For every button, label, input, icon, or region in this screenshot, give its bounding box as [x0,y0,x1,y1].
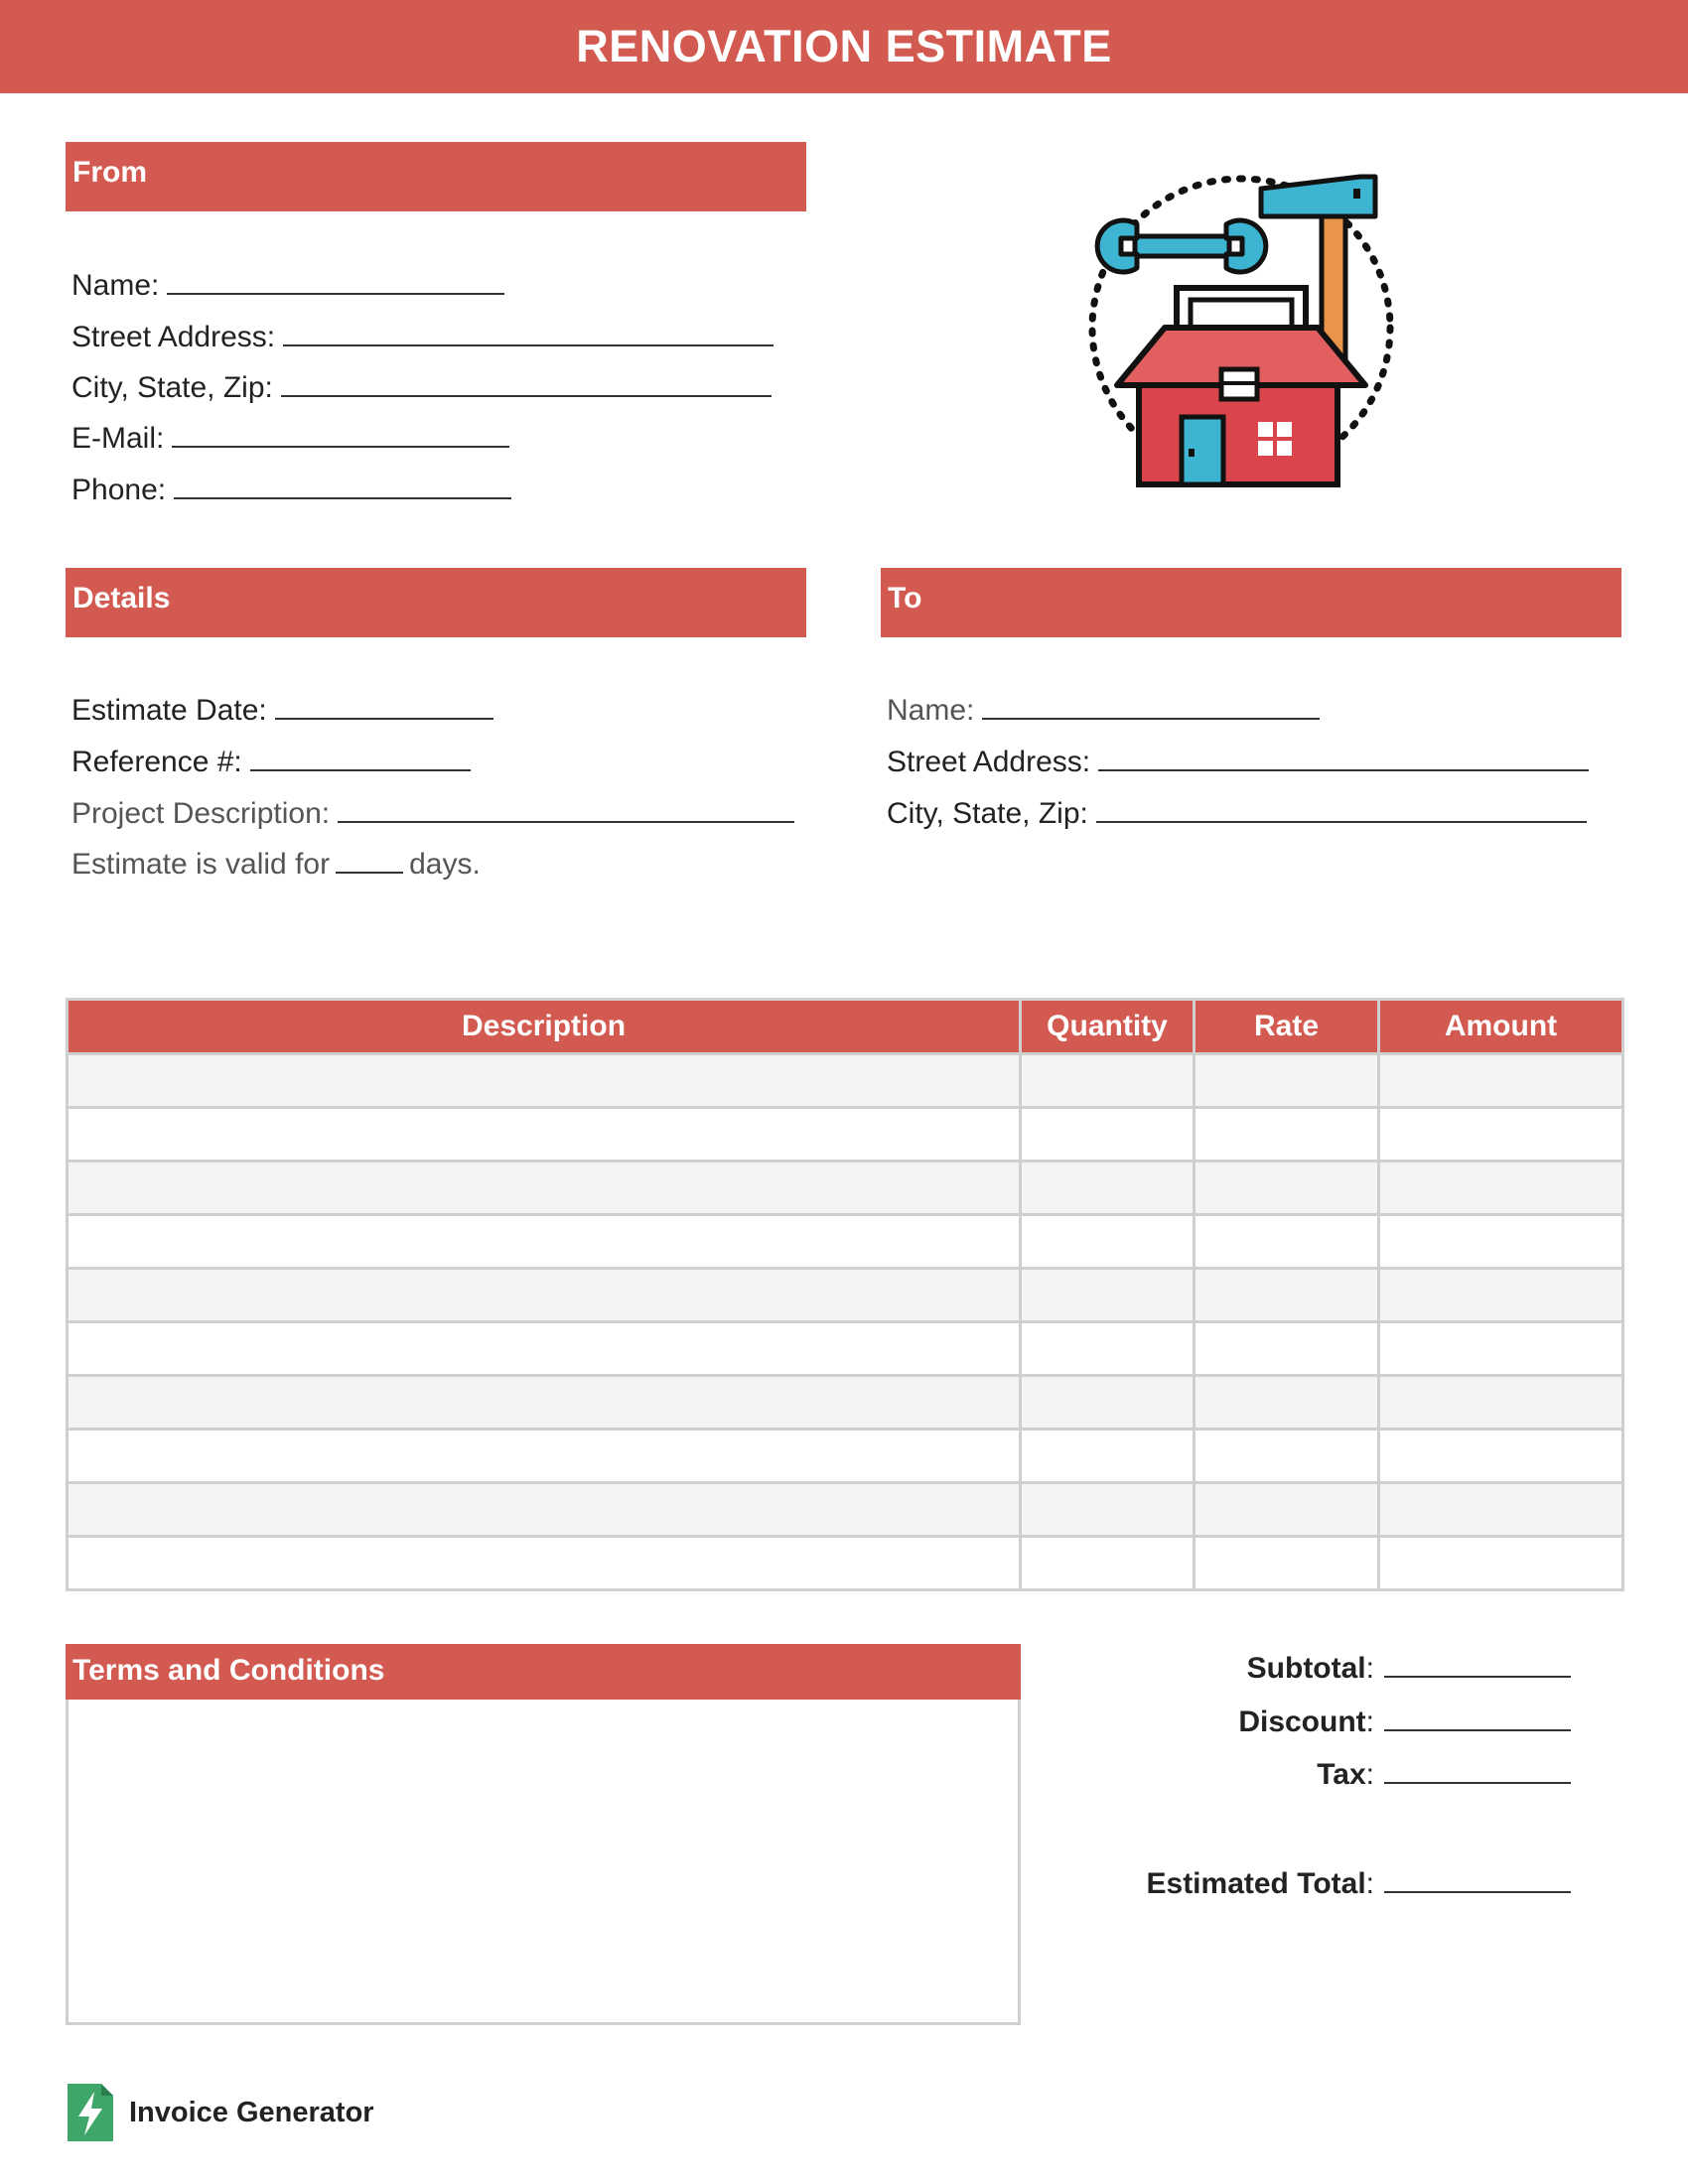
amount-cell[interactable] [1379,1430,1623,1483]
reference-field[interactable] [71,746,471,779]
description-cell[interactable] [68,1269,1021,1322]
from-street-label: Street Address: [71,321,276,353]
subtotal-colon: : [1365,1652,1374,1685]
terms-section-header: Terms and Conditions [66,1644,1021,1700]
amount-cell[interactable] [1379,1322,1623,1376]
rate-cell[interactable] [1195,1161,1379,1215]
table-row [68,1430,1623,1483]
table-row [68,1054,1623,1108]
table-row [68,1215,1623,1269]
table-row [68,1322,1623,1376]
rate-cell[interactable] [1195,1483,1379,1537]
reference-line [250,746,471,771]
quantity-cell[interactable] [1021,1269,1195,1322]
estimate-date-line [275,694,493,720]
lightning-document-icon [68,2083,113,2142]
from-name-field[interactable] [71,269,504,303]
discount-colon: : [1365,1706,1374,1738]
reference-label: Reference #: [71,746,242,778]
from-email-field[interactable] [71,422,509,456]
amount-cell[interactable] [1379,1483,1623,1537]
description-cell[interactable] [68,1483,1021,1537]
valid-days-suffix: days. [409,848,481,881]
from-section-header: From [66,142,806,211]
quantity-cell[interactable] [1021,1108,1195,1161]
from-phone-field[interactable] [71,474,511,507]
discount-field[interactable] [975,1706,1571,1739]
discount-line [1384,1706,1571,1731]
quantity-cell[interactable] [1021,1430,1195,1483]
from-phone-line [174,474,511,499]
quantity-column-header: Quantity [1021,1000,1195,1054]
rate-cell[interactable] [1195,1537,1379,1590]
valid-days-prefix: Estimate is valid for [71,848,331,881]
tax-line [1384,1758,1571,1784]
description-cell[interactable] [68,1322,1021,1376]
to-name-field[interactable] [887,694,1320,728]
amount-cell[interactable] [1379,1161,1623,1215]
description-cell[interactable] [68,1108,1021,1161]
document-title: RENOVATION ESTIMATE [0,0,1688,93]
to-street-line [1098,746,1589,771]
estimated-total-label: Estimated Total [1146,1867,1366,1900]
description-cell[interactable] [68,1215,1021,1269]
from-email-label: E-Mail: [71,422,165,455]
table-row [68,1108,1623,1161]
from-email-line [172,422,509,448]
description-column-header: Description [68,1000,1021,1054]
to-name-line [982,694,1320,720]
to-street-field[interactable] [887,746,1589,779]
project-description-label: Project Description: [71,797,331,830]
brand-name: Invoice Generator [129,2097,374,2128]
quantity-cell[interactable] [1021,1483,1195,1537]
estimated-total-line [1384,1867,1571,1893]
project-description-line [338,797,794,823]
to-section-header: To [881,568,1621,637]
rate-cell[interactable] [1195,1322,1379,1376]
to-city-line [1096,797,1587,823]
table-row [68,1376,1623,1430]
from-city-line [281,371,772,397]
amount-cell[interactable] [1379,1376,1623,1430]
tax-colon: : [1365,1758,1374,1791]
line-items-table [66,998,1624,1591]
quantity-cell[interactable] [1021,1322,1195,1376]
rate-cell[interactable] [1195,1108,1379,1161]
terms-text-area[interactable] [66,1644,1021,2025]
amount-cell[interactable] [1379,1269,1623,1322]
description-cell[interactable] [68,1054,1021,1108]
amount-column-header: Amount [1379,1000,1623,1054]
from-street-field[interactable] [71,321,774,354]
quantity-cell[interactable] [1021,1161,1195,1215]
amount-cell[interactable] [1379,1108,1623,1161]
description-cell[interactable] [68,1430,1021,1483]
table-row [68,1269,1623,1322]
table-row [68,1161,1623,1215]
rate-cell[interactable] [1195,1054,1379,1108]
description-cell[interactable] [68,1161,1021,1215]
valid-days-line [336,848,403,874]
tax-label: Tax [1317,1758,1366,1791]
estimated-total-colon: : [1365,1867,1374,1900]
project-description-field[interactable] [71,797,794,831]
rate-cell[interactable] [1195,1215,1379,1269]
discount-label: Discount [1238,1706,1366,1738]
from-city-field[interactable] [71,371,772,405]
description-cell[interactable] [68,1537,1021,1590]
amount-cell[interactable] [1379,1054,1623,1108]
subtotal-field[interactable] [975,1652,1571,1686]
rate-cell[interactable] [1195,1269,1379,1322]
house-tools-icon [1077,169,1405,496]
from-city-label: City, State, Zip: [71,371,273,404]
rate-cell[interactable] [1195,1430,1379,1483]
to-city-label: City, State, Zip: [887,797,1088,830]
to-city-field[interactable] [887,797,1587,831]
estimated-total-field[interactable] [975,1867,1571,1901]
rate-cell[interactable] [1195,1376,1379,1430]
table-row [68,1537,1623,1590]
from-street-line [283,321,774,346]
quantity-cell[interactable] [1021,1054,1195,1108]
estimate-date-field[interactable] [71,694,493,728]
quantity-cell[interactable] [1021,1376,1195,1430]
to-name-label: Name: [887,694,975,727]
description-cell[interactable] [68,1376,1021,1430]
table-row [68,1483,1623,1537]
to-street-label: Street Address: [887,746,1091,778]
from-phone-label: Phone: [71,474,167,506]
from-name-label: Name: [71,269,160,302]
tax-field[interactable] [975,1758,1571,1792]
subtotal-label: Subtotal [1246,1652,1366,1685]
amount-cell[interactable] [1379,1537,1623,1590]
valid-days-field[interactable] [71,848,481,882]
table-header-row [68,1000,1623,1054]
quantity-cell[interactable] [1021,1215,1195,1269]
details-section-header: Details [66,568,806,637]
subtotal-line [1384,1652,1571,1678]
rate-column-header: Rate [1195,1000,1379,1054]
quantity-cell[interactable] [1021,1537,1195,1590]
amount-cell[interactable] [1379,1215,1623,1269]
from-name-line [167,269,504,295]
estimate-date-label: Estimate Date: [71,694,267,727]
